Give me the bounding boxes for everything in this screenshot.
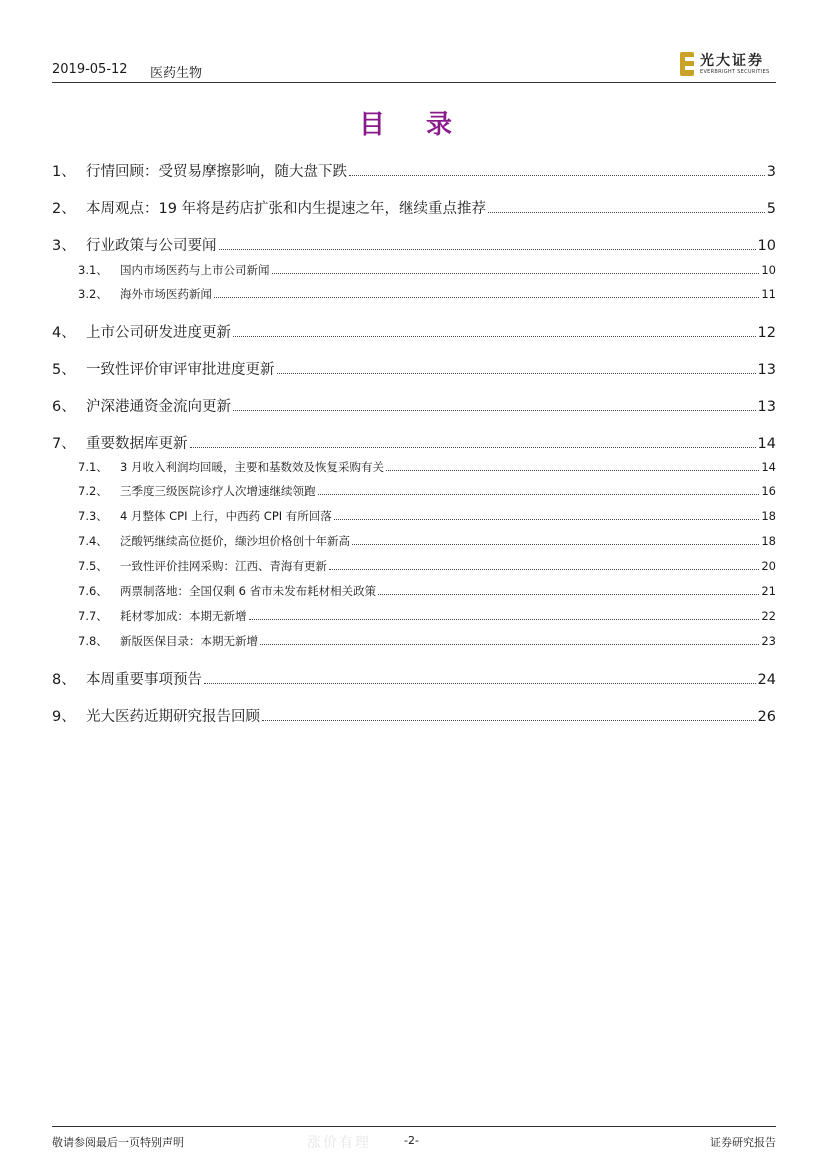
toc-leader-dots (318, 485, 760, 495)
toc-entry-page[interactable]: 13 (757, 399, 776, 415)
toc-entry[interactable] (52, 459, 776, 475)
toc-leader-dots (262, 709, 756, 721)
logo-chinese-name: 光大证券 (700, 53, 764, 69)
toc-entry-label[interactable]: 国内市场医药与上市公司新闻 (120, 263, 270, 277)
toc-entry[interactable] (52, 395, 776, 416)
toc-leader-dots (386, 461, 759, 471)
toc-entry-page[interactable]: 10 (757, 238, 776, 254)
toc-entry-label[interactable]: 重要数据库更新 (86, 436, 188, 452)
disclaimer-notice: 敬请参阅最后一页特别声明 (52, 1136, 184, 1149)
toc-entry-page[interactable]: 18 (761, 509, 776, 523)
toc-entry-page[interactable]: 12 (757, 325, 776, 341)
toc-leader-dots (214, 288, 759, 298)
toc-entry[interactable] (52, 234, 776, 255)
toc-entry-number: 2、 (52, 201, 76, 217)
toc-entry-number: 3、 (52, 238, 76, 254)
report-date: 2019-05-12 (52, 62, 128, 77)
toc-entry[interactable] (52, 533, 776, 549)
toc-entry-label[interactable]: 耗材零加成：本期无新增 (120, 609, 247, 623)
toc-leader-dots (352, 535, 759, 545)
toc-leader-dots (378, 585, 759, 595)
toc-entry-page[interactable]: 14 (761, 460, 776, 474)
toc-entry[interactable] (52, 358, 776, 379)
toc-entry-label[interactable]: 行业政策与公司要闻 (86, 238, 217, 254)
toc-leader-dots (233, 325, 756, 337)
page-footer (52, 1126, 776, 1149)
toc-entry-number: 3.2、 (78, 287, 108, 301)
toc-entry-number: 6、 (52, 399, 76, 415)
toc-entry-number: 7.3、 (78, 509, 108, 523)
toc-entry[interactable] (52, 483, 776, 499)
toc-entry-number: 4、 (52, 325, 76, 341)
toc-entry[interactable] (52, 608, 776, 624)
toc-leader-dots (334, 510, 760, 520)
toc-entry-label[interactable]: 海外市场医药新闻 (120, 287, 212, 301)
toc-entry-page[interactable]: 16 (761, 484, 776, 498)
watermark: 涨价有理 (307, 1135, 371, 1151)
toc-entry[interactable] (52, 197, 776, 218)
toc-leader-dots (249, 610, 760, 620)
toc-entry-number: 7.8、 (78, 634, 108, 648)
toc-entry[interactable] (52, 321, 776, 342)
toc-entry[interactable] (52, 286, 776, 302)
toc-leader-dots (349, 164, 765, 176)
toc-entry-page[interactable]: 14 (757, 436, 776, 452)
toc-entry-label[interactable]: 沪深港通资金流向更新 (86, 399, 231, 415)
toc-entry-number: 7、 (52, 436, 76, 452)
toc-title: 目 录 (358, 110, 469, 140)
toc-entry-label[interactable]: 行情回顾：受贸易摩擦影响，随大盘下跌 (86, 164, 347, 180)
toc-entry-page[interactable]: 13 (757, 362, 776, 378)
toc-entry-page[interactable]: 11 (761, 287, 776, 301)
toc-entry-number: 5、 (52, 362, 76, 378)
toc-entry-page[interactable]: 23 (761, 634, 776, 648)
toc-entry-number: 7.7、 (78, 609, 108, 623)
toc-entry[interactable] (52, 508, 776, 524)
toc-entry-label[interactable]: 一致性评价审评审批进度更新 (86, 362, 275, 378)
toc-entry-number: 3.1、 (78, 263, 108, 277)
toc-entry[interactable] (52, 558, 776, 574)
toc-entry-label[interactable]: 两票制落地：全国仅剩 6 省市未发布耗材相关政策 (120, 584, 377, 598)
page-header (52, 53, 776, 83)
toc-leader-dots (272, 264, 760, 274)
toc-entry[interactable] (52, 668, 776, 689)
toc-entry-label[interactable]: 3 月收入利润均回暖，主要和基数效及恢复采购有关 (120, 460, 384, 474)
toc-leader-dots (204, 672, 756, 684)
logo-mark-icon (680, 52, 694, 76)
toc-leader-dots (219, 238, 756, 250)
toc-leader-dots (488, 201, 765, 213)
toc-entry-number: 8、 (52, 672, 76, 688)
toc-entry-page[interactable]: 10 (761, 263, 776, 277)
toc-entry-label[interactable]: 泛酸钙继续高位挺价，缬沙坦价格创十年新高 (120, 534, 350, 548)
toc-leader-dots (233, 399, 756, 411)
company-logo (680, 50, 772, 80)
toc-entry-label[interactable]: 上市公司研发进度更新 (86, 325, 231, 341)
toc-leader-dots (277, 362, 756, 374)
report-sector: 医药生物 (150, 66, 203, 81)
toc-entry[interactable] (52, 583, 776, 599)
toc-entry-number: 9、 (52, 709, 76, 725)
toc-entry-page[interactable]: 24 (757, 672, 776, 688)
toc-entry-label[interactable]: 一致性评价挂网采购：江西、青海有更新 (120, 559, 327, 573)
toc-entry-label[interactable]: 新版医保目录：本期无新增 (120, 634, 258, 648)
toc-entry-page[interactable]: 20 (761, 559, 776, 573)
toc-entry[interactable] (52, 160, 776, 181)
toc-entry-page[interactable]: 26 (757, 709, 776, 725)
toc-entry-number: 7.2、 (78, 484, 108, 498)
page-number: -2- (404, 1134, 419, 1147)
logo-english-name: EVERBRIGHT SECURITIES (700, 69, 770, 75)
toc-entry-label[interactable]: 本周重要事项预告 (86, 672, 202, 688)
toc-entry-page[interactable]: 21 (761, 584, 776, 598)
toc-entry-number: 7.6、 (78, 584, 108, 598)
toc-entry-number: 1、 (52, 164, 76, 180)
toc-entry-page[interactable]: 3 (766, 164, 776, 180)
toc-entry[interactable] (52, 633, 776, 649)
toc-leader-dots (190, 436, 756, 448)
report-type: 证券研究报告 (710, 1136, 776, 1149)
toc-entry-label[interactable]: 本周观点：19 年将是药店扩张和内生提速之年，继续重点推荐 (86, 201, 487, 217)
toc-entry-number: 7.5、 (78, 559, 108, 573)
toc-leader-dots (329, 560, 759, 570)
toc-entry-page[interactable]: 22 (761, 609, 776, 623)
toc-entry-number: 7.4、 (78, 534, 108, 548)
toc-entry[interactable] (52, 705, 776, 726)
toc-entry[interactable] (52, 262, 776, 278)
toc-entry-label[interactable]: 光大医药近期研究报告回顾 (86, 709, 260, 725)
toc-entry-page[interactable]: 18 (761, 534, 776, 548)
toc-entry-number: 7.1、 (78, 460, 108, 474)
toc-entry-page[interactable]: 5 (766, 201, 776, 217)
toc-entry-label[interactable]: 三季度三级医院诊疗人次增速继续领跑 (120, 484, 316, 498)
toc-entry-label[interactable]: 4 月整体 CPI 上行，中西药 CPI 有所回落 (120, 509, 332, 523)
toc-entry[interactable] (52, 432, 776, 453)
toc-leader-dots (260, 635, 759, 645)
